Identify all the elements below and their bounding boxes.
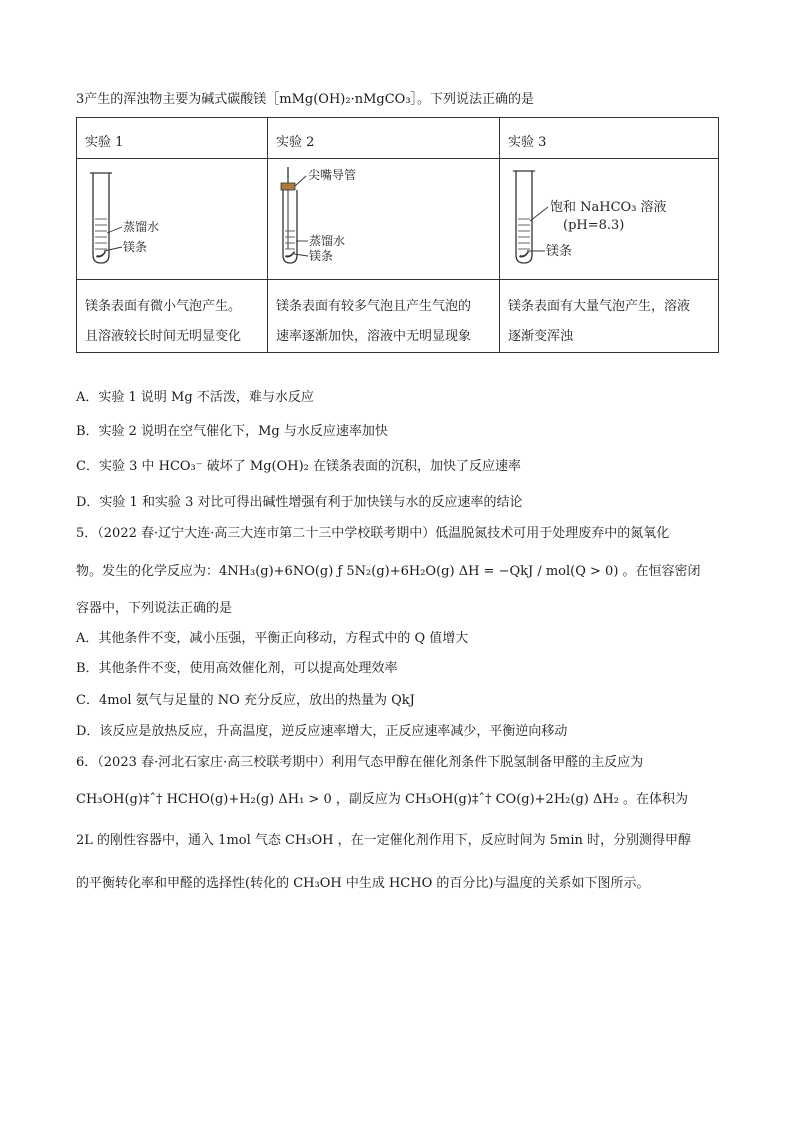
header-cell-1 [77,118,268,159]
question-intro: 3产生的浑浊物主要为碱式碳酸镁［mMg(OH)₂·nMgCO₃］。下列说法正确的是 [76,92,535,107]
observation-1-line-2: 且溶液较长时间无明显变化 [85,329,242,344]
header-cell-3 [500,118,719,159]
q5-option-b: B．其他条件不变，使用高效催化剂，可以提高处理效率 [76,661,398,676]
observation-cell-3 [500,280,719,353]
q5-option-d: D．该反应是放热反应，升高温度，逆反应速率增大，正反应速率减少，平衡逆向移动 [76,724,568,739]
test-tube-figure-2 [268,159,499,275]
header-cell-2 [268,118,500,159]
table-observation-row [77,280,719,353]
q4-option-b: B．实验 2 说明在空气催化下，Mg 与水反应速率加快 [76,424,388,439]
table-figure-row [77,159,719,280]
q6-stem-line-4: 的平衡转化率和甲醛的选择性(转化的 CH₃OH 中生成 HCHO 的百分比)与温度的关系如下图所示。 [76,876,650,891]
test-tube-figure-3 [500,159,718,275]
observation-3-line-1: 镁条表面有大量气泡产生，溶液 [508,299,691,314]
q4-option-d: D．实验 1 和实验 3 对比可得出碱性增强有利于加快镁与水的反应速率的结论 [76,495,523,510]
q5-stem-line-3: 容器中，下列说法正确的是 [76,601,233,616]
q6-stem-line-3: 2L 的刚性容器中，通入 1mol 气态 CH₃OH ，在一定催化剂作用下，反应时间为 5min 时，分别测得甲醇 [76,833,692,848]
table-header-row [77,118,719,159]
figure-cell-2 [268,159,500,280]
label-water-2: 蒸馏水 [309,234,346,248]
label-mg-2: 镁条 [309,249,334,263]
observation-cell-1 [77,280,268,353]
label-nahco3: 饱和 NaHCO₃ 溶液 [550,200,667,215]
observation-2-line-1: 镁条表面有较多气泡且产生气泡的 [276,299,472,314]
figure-cell-3 [500,159,719,280]
q5-stem-line-1: 5．（2022 春·辽宁大连·高三大连市第二十三中学校联考期中）低温脱氮技术可用于处理废弃中的氮氧化 [76,526,670,541]
label-mg-3: 镁条 [546,244,573,259]
q4-option-a: A．实验 1 说明 Mg 不活泼，难与水反应 [76,390,314,405]
header-exp1: 实验 1 [85,135,124,150]
label-water-1: 蒸馏水 [123,220,160,234]
observation-2-line-2: 速率逐渐加快，溶液中无明显现象 [276,329,472,344]
label-mg-1: 镁条 [123,240,148,254]
header-exp3: 实验 3 [508,135,547,150]
test-tube-figure-1 [77,159,267,275]
q6-stem-line-1: 6．（2023 春·河北石家庄·高三校联考期中）利用气态甲醇在催化剂条件下脱氢制备甲醛的主反应为 [76,755,644,770]
figure-cell-1 [77,159,268,280]
header-exp2: 实验 2 [276,135,315,150]
label-ph: (pH=8.3) [563,218,625,233]
observation-1-line-1: 镁条表面有微小气泡产生。 [85,299,242,314]
observation-cell-2 [268,280,500,353]
q5-option-c: C．4mol 氨气与足量的 NO 充分反应，放出的热量为 QkJ [76,693,415,708]
q6-stem-line-2: CH₃OH(g)‡ˆ† HCHO(g)+H₂(g) ΔH₁ > 0 ，副反应为 CH₃OH(g)‡ˆ† CO(g)+2H₂(g) ΔH₂ 。在体积为 [76,792,689,807]
q4-option-c: C．实验 3 中 HCO₃⁻ 破坏了 Mg(OH)₂ 在镁条表面的沉积，加快了反应速率 [76,459,522,474]
experiment-table [76,117,719,353]
label-tube-nozzle: 尖嘴导管 [308,168,357,182]
observation-3-line-2: 逐渐变浑浊 [508,329,574,344]
q5-stem-line-2: 物。发生的化学反应为：4NH₃(g)+6NO(g) ƒ 5N₂(g)+6H₂O(g) ΔH = −QkJ / mol(Q > 0) 。在恒容密闭 [76,564,701,579]
q5-option-a: A．其他条件不变，减小压强，平衡正向移动，方程式中的 Q 值增大 [76,631,469,646]
